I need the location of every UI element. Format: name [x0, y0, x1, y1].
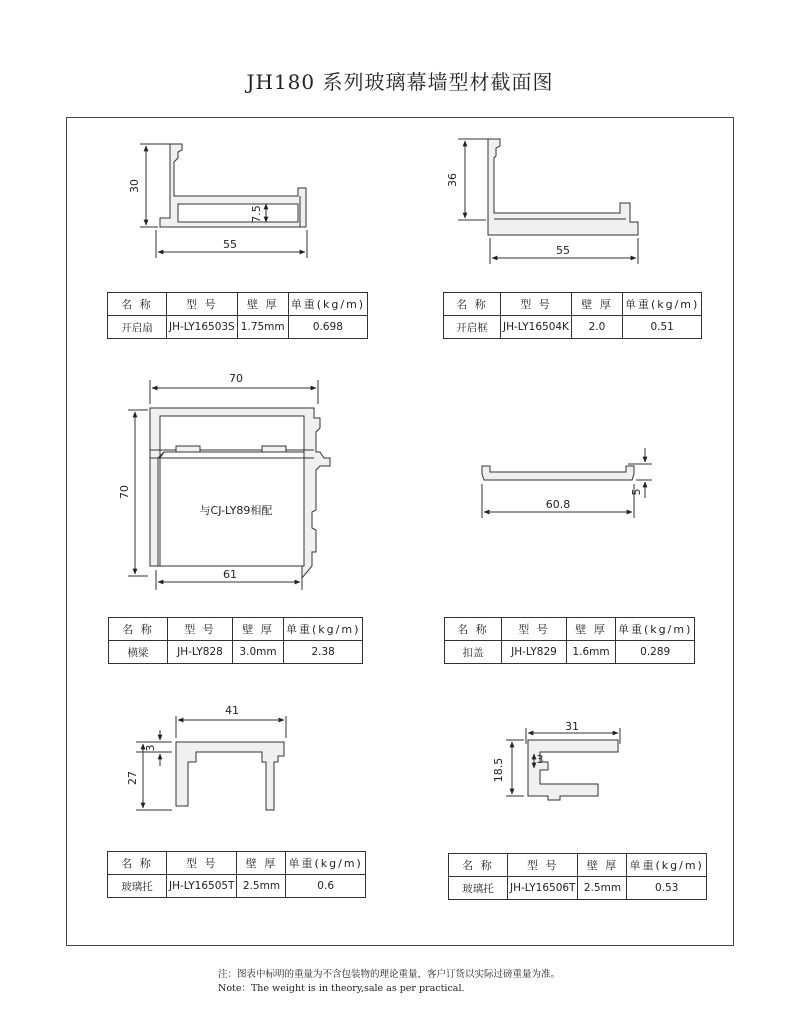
cell-name: 玻璃托 [449, 877, 508, 900]
dim-label: 30 [128, 179, 141, 193]
spec-table [443, 292, 702, 339]
header-thickness: 壁 厚 [237, 293, 288, 316]
cell-thickness: 3.0mm [233, 641, 284, 664]
profile-5-section [176, 742, 284, 810]
cell-weight: 0.6 [286, 875, 365, 898]
header-thickness: 壁 厚 [578, 854, 627, 877]
header-weight: 单重(kg/m) [284, 618, 363, 641]
cell-model: JH-LY16503S [167, 316, 238, 339]
cell-name: 玻璃托 [108, 875, 167, 898]
dim-label: 61 [223, 568, 237, 581]
profile-3-section [150, 408, 330, 578]
header-name: 名 称 [109, 618, 168, 641]
header-model: 型 号 [168, 618, 233, 641]
cell-name: 开启框 [444, 316, 501, 339]
profile-1-section [160, 144, 306, 227]
cell-model: JH-LY16505T [167, 875, 237, 898]
cell-thickness: 1.75mm [237, 316, 288, 339]
header-name: 名 称 [445, 618, 502, 641]
cell-name: 开启扇 [108, 316, 167, 339]
dim-label: 18.5 [492, 757, 505, 783]
header-model: 型 号 [167, 293, 238, 316]
header-weight: 单重(kg/m) [286, 852, 365, 875]
cell-weight: 0.289 [616, 641, 695, 664]
cell-name: 横梁 [109, 641, 168, 664]
cell-model: JH-LY16506T [508, 877, 578, 900]
header-weight: 单重(kg/m) [616, 618, 695, 641]
dim-label: 55 [223, 238, 237, 251]
header-name: 名 称 [108, 293, 167, 316]
header-thickness: 壁 厚 [567, 618, 616, 641]
header-name: 名 称 [449, 854, 508, 877]
dim-label: 70 [118, 485, 131, 499]
header-thickness: 壁 厚 [237, 852, 286, 875]
dim-label: 5 [630, 488, 643, 496]
cell-model: JH-LY828 [168, 641, 233, 664]
header-thickness: 壁 厚 [571, 293, 622, 316]
dim-label: 31 [565, 720, 579, 733]
cell-weight: 0.698 [288, 316, 367, 339]
cell-weight: 0.53 [627, 877, 706, 900]
dim-label: 3 [536, 753, 544, 766]
header-weight: 单重(kg/m) [627, 854, 706, 877]
cell-thickness: 2.5mm [237, 875, 286, 898]
cell-thickness: 2.5mm [578, 877, 627, 900]
cell-thickness: 2.0 [571, 316, 622, 339]
header-name: 名 称 [108, 852, 167, 875]
profile-4-section [482, 466, 634, 480]
dim-label: 55 [556, 244, 570, 257]
cell-weight: 0.51 [622, 316, 701, 339]
footer-note-cn: 注：图表中标明的重量为不含包装物的理论重量，客户订货以实际过磅重量为准。 [218, 969, 561, 980]
dim-label: 60.8 [545, 498, 571, 511]
spec-table [444, 617, 695, 664]
cell-name: 扣盖 [445, 641, 502, 664]
page-title: JH180 系列玻璃幕墙型材截面图 [246, 70, 554, 94]
dim-label: 41 [225, 704, 239, 717]
profile-note: 与CJ-LY89相配 [199, 504, 273, 517]
cell-thickness: 1.6mm [567, 641, 616, 664]
dim-label: 36 [446, 173, 459, 187]
dim-label: 70 [229, 372, 243, 385]
header-weight: 单重(kg/m) [622, 293, 701, 316]
header-model: 型 号 [508, 854, 578, 877]
header-model: 型 号 [502, 618, 567, 641]
cell-weight: 2.38 [284, 641, 363, 664]
spec-table [108, 617, 363, 664]
header-model: 型 号 [501, 293, 572, 316]
profile-6-section [528, 740, 618, 800]
header-model: 型 号 [167, 852, 237, 875]
spec-table [107, 851, 366, 898]
spec-table [448, 853, 707, 900]
cell-model: JH-LY16504K [501, 316, 572, 339]
footer-note-en: Note：The weight is in theory,sale as per practical. [218, 983, 465, 994]
spec-table [107, 292, 368, 339]
profile-2-section [488, 139, 638, 235]
header-thickness: 壁 厚 [233, 618, 284, 641]
dim-label: 27 [126, 771, 139, 785]
cell-model: JH-LY829 [502, 641, 567, 664]
dim-label: 3 [144, 744, 157, 752]
dim-label: 7.5 [250, 205, 263, 223]
header-name: 名 称 [444, 293, 501, 316]
header-weight: 单重(kg/m) [288, 293, 367, 316]
